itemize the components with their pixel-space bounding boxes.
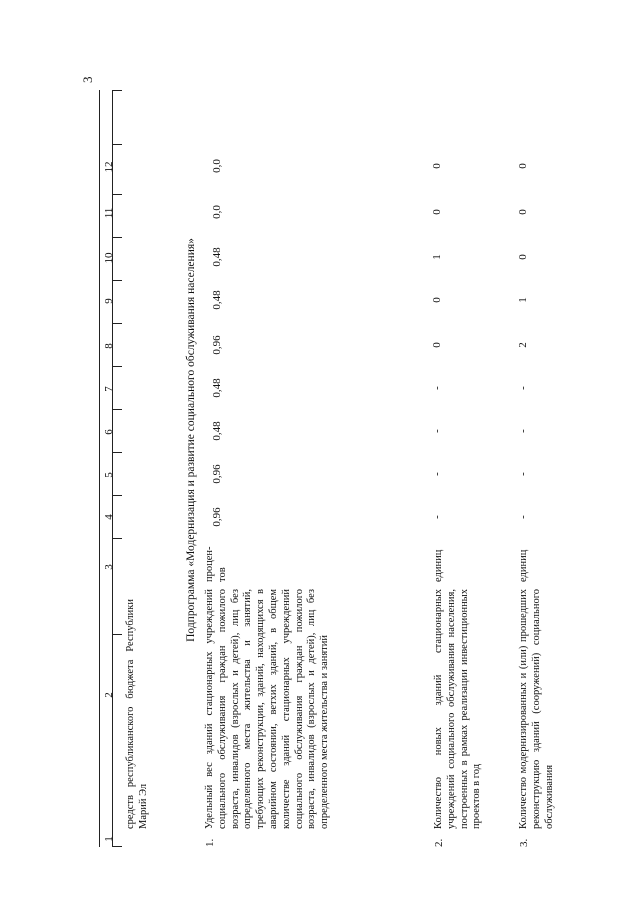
column-number: 12: [103, 161, 115, 173]
column-number: 8: [103, 343, 115, 349]
value-cell: 0: [431, 297, 443, 303]
value-cell: -: [517, 515, 529, 519]
indicator-name: Количество новых зданий стационарных учреждений социального обслуживания населения, построенных в рамках реализации инвестиционных проектов в год: [433, 589, 483, 829]
value-cell: 1: [517, 297, 529, 303]
page-number: 3: [80, 76, 95, 83]
column-number: 5: [103, 472, 115, 478]
header-top-rule: [99, 90, 100, 847]
value-cell: -: [431, 515, 443, 519]
value-cell: 0,48: [211, 290, 223, 310]
column-tick: [112, 538, 122, 539]
value-cell: 0,0: [211, 205, 223, 219]
column-tick: [112, 323, 122, 324]
value-cell: 0: [431, 209, 443, 215]
column-tick: [112, 280, 122, 281]
value-cell: 0: [431, 163, 443, 169]
column-tick: [112, 409, 122, 410]
value-cell: 0,96: [211, 507, 223, 527]
column-tick: [112, 194, 122, 195]
value-cell: 0,48: [211, 421, 223, 441]
indicator-name: Удельный вес зданий стационарных учреждений социального обслуживания граждан пожилого возраста, инвалидов (взрослых и детей), лиц без определенного места жительства и занятий, требующих реконструкции, зданий, находящихся в аварийном состоянии, ветхих зданий, в общем количестве зданий стационарных учреждений социального обслуживания граждан пожилого возраста, инвалидов (взрослых и детей), лиц без определенного места жительства и занятий: [204, 589, 331, 829]
column-tick: [112, 634, 122, 635]
value-cell: 0: [517, 254, 529, 260]
column-number: 1: [103, 836, 115, 842]
column-tick: [112, 366, 122, 367]
column-tick: [112, 452, 122, 453]
column-tick: [112, 495, 122, 496]
column-number: 7: [103, 386, 115, 392]
value-cell: 0,48: [211, 378, 223, 398]
indicator-name: Количество модернизированных и (или) прошедших реконструкцию зданий (сооружений) социального обслуживания: [518, 589, 555, 829]
row-number: 1.: [204, 838, 216, 847]
column-tick: [112, 144, 122, 145]
value-cell: -: [517, 429, 529, 433]
value-cell: 0,96: [211, 335, 223, 355]
continuation-text: средств республиканского бюджета Республики Марий Эл: [125, 599, 149, 829]
value-cell: -: [431, 429, 443, 433]
value-cell: 1: [431, 254, 443, 260]
value-cell: -: [517, 472, 529, 476]
value-cell: 0: [431, 342, 443, 348]
column-number: 11: [103, 207, 115, 219]
unit: единиц: [433, 549, 444, 582]
column-number: 2: [103, 692, 115, 698]
value-cell: 0,48: [211, 247, 223, 267]
row-number: 3.: [518, 838, 530, 847]
column-tick: [112, 237, 122, 238]
value-cell: -: [431, 386, 443, 390]
column-number: 6: [103, 429, 115, 435]
column-number: 4: [103, 514, 115, 520]
value-cell: 2: [517, 342, 529, 348]
value-cell: -: [517, 386, 529, 390]
value-cell: -: [431, 472, 443, 476]
column-number: 9: [103, 298, 115, 304]
value-cell: 0,96: [211, 464, 223, 484]
column-number: 3: [103, 564, 115, 570]
subprogram-title: Подпрограмма «Модернизация и развитие социального обслуживания населения»: [185, 238, 197, 642]
value-cell: 0,0: [211, 159, 223, 173]
column-tick: [112, 90, 122, 91]
unit: процен-тов: [204, 546, 228, 582]
value-cell: 0: [517, 209, 529, 215]
value-cell: 0: [517, 163, 529, 169]
unit: единиц: [518, 549, 529, 582]
column-number: 10: [103, 252, 115, 264]
row-number: 2.: [433, 838, 445, 847]
